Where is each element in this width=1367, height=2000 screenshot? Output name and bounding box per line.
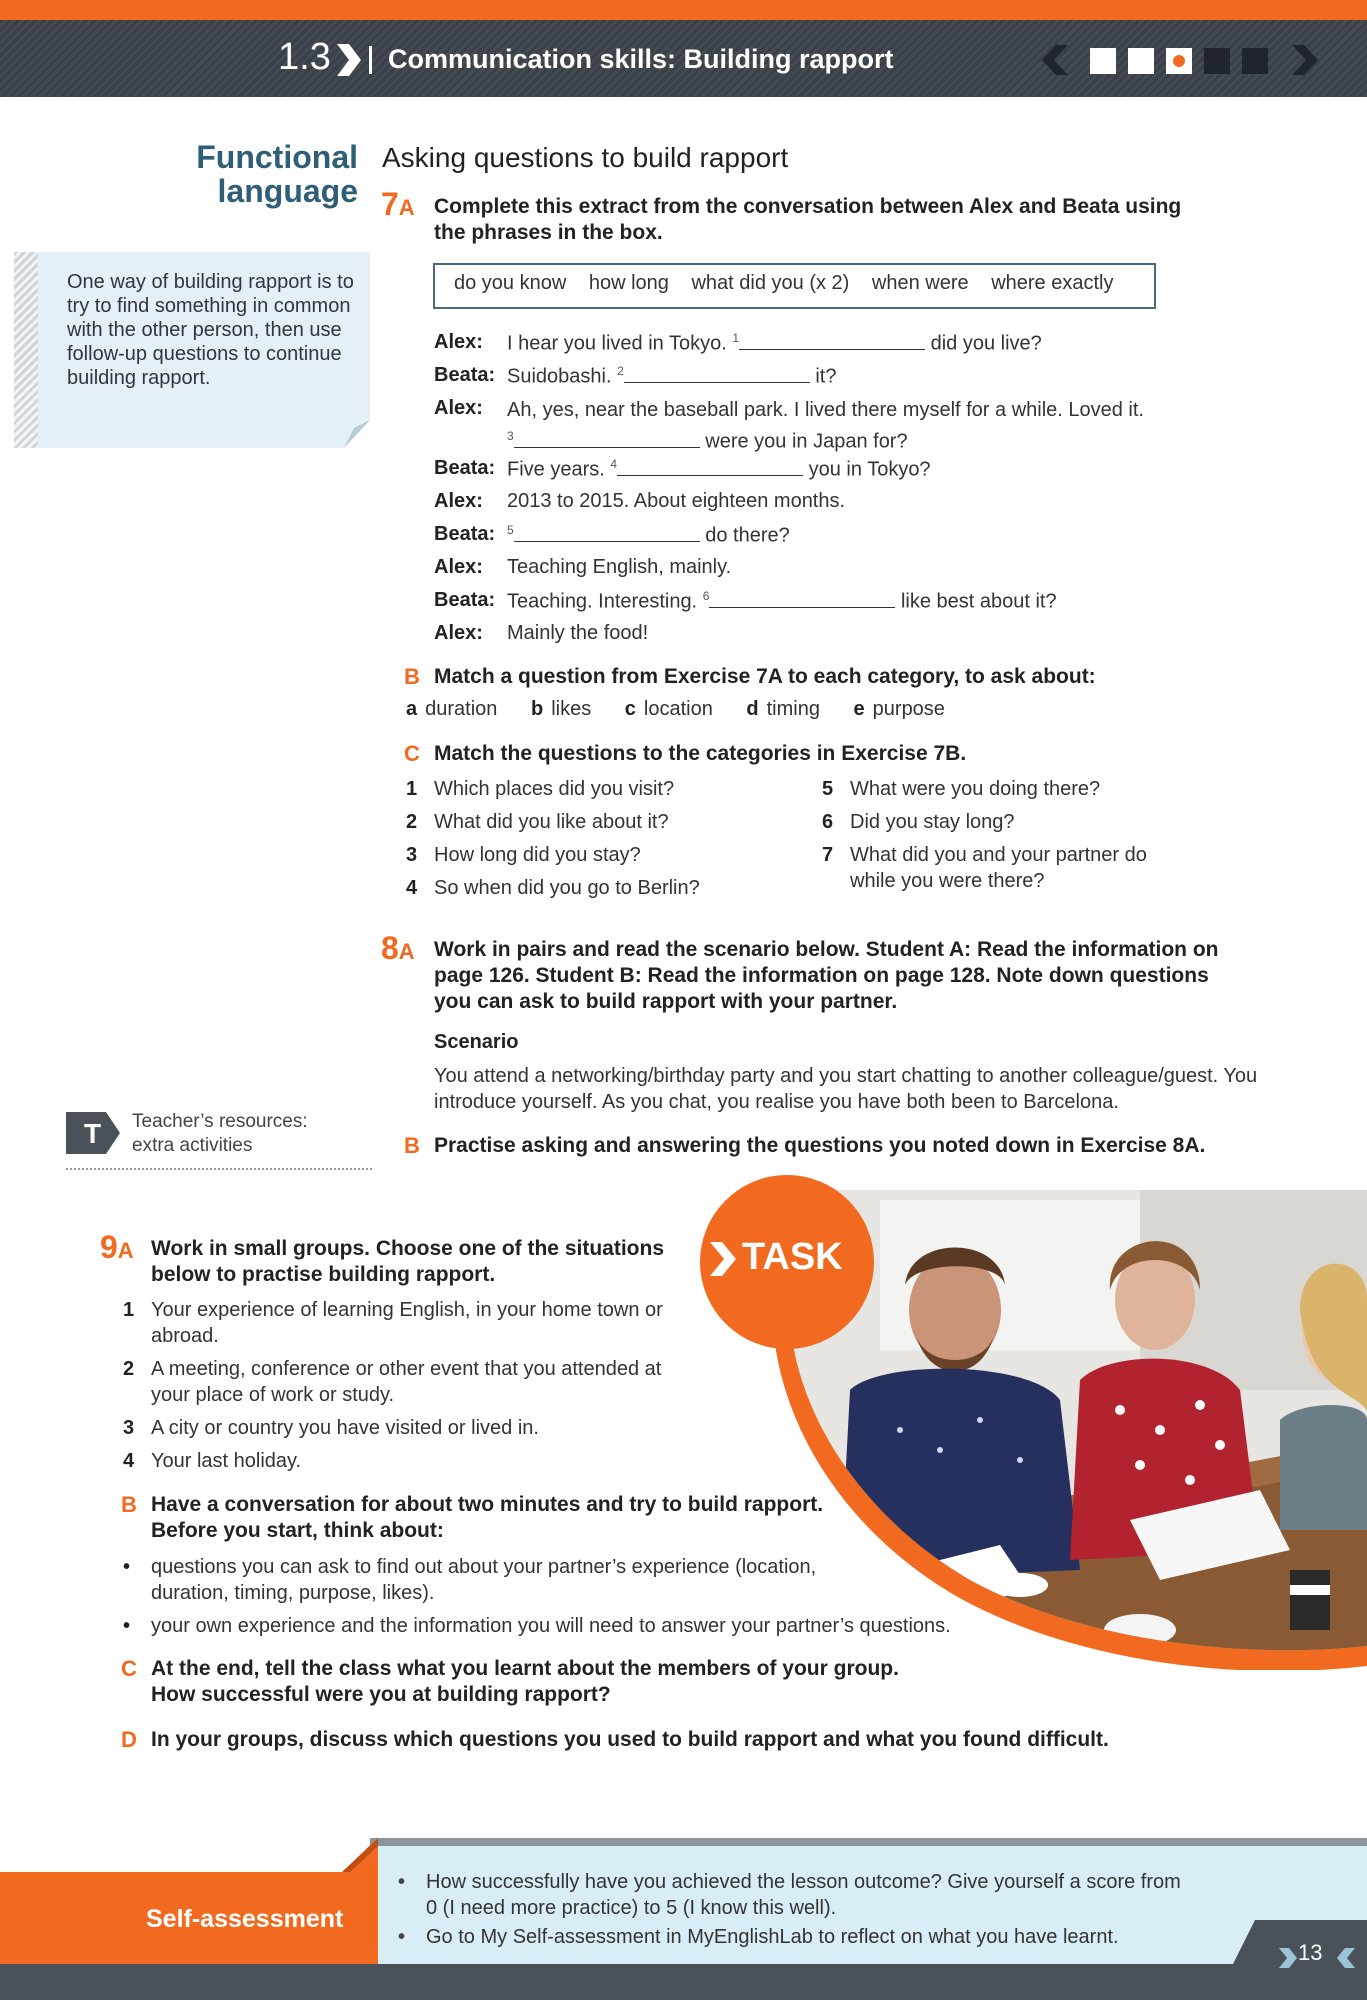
ex7b-options: [406, 698, 945, 721]
ex7c-instruction: Match the questions to the categories in Exercise 7B.: [434, 742, 967, 765]
speaker-label: Alex:: [434, 490, 483, 512]
list-item: 1 Which places did you visit?: [406, 778, 675, 800]
gap-number: 1: [732, 331, 740, 345]
footer-bar: [0, 1964, 1367, 2000]
nav-square-2[interactable]: [1128, 48, 1154, 74]
self-assessment-top-border: [370, 1838, 1367, 1846]
dialogue-line-9: Mainly the food!: [507, 622, 649, 644]
gap-blank-6[interactable]: [709, 590, 895, 608]
ex8a-letter: A: [398, 939, 415, 964]
dialogue-text: you in Tokyo?: [808, 458, 931, 481]
page-curl-icon: [344, 420, 370, 448]
dialogue-text: were you in Japan for?: [705, 430, 908, 453]
dialogue-line-1: [507, 331, 1042, 356]
list-item: 7 What did you and your partner do while you were there?: [822, 844, 1147, 892]
nav-square-1[interactable]: [1090, 48, 1116, 74]
ex9b-instruction: Have a conversation for about two minutes and try to build rapport. Before you start, think about:: [151, 1493, 824, 1542]
phrase-item: how long: [588, 272, 669, 294]
self-assessment-item: • How successfully have you achieved the lesson outcome? Give yourself a score from 0 (I need more practice) to 5 (I know this well).: [398, 1871, 1181, 1919]
gap-number: 3: [507, 429, 514, 443]
nav-square-current[interactable]: [1166, 48, 1192, 74]
exercise-9-number: [100, 1229, 134, 1266]
speaker-label: Alex:: [434, 331, 483, 353]
list-item: 2 A meeting, conference or other event that you attended at your place of work or study.: [123, 1358, 662, 1406]
speaker-label: Alex:: [434, 622, 483, 644]
ex8-number: 8: [381, 930, 399, 966]
page-number-tab: [1215, 1920, 1367, 2000]
dialogue-text: do there?: [705, 524, 790, 547]
dialogue-text: Ah, yes, near the baseball park. I lived there myself for a while. Loved it.: [507, 399, 1144, 421]
exercise-8-number: [381, 930, 415, 967]
option-value: location: [643, 698, 713, 720]
option-key: e: [853, 698, 865, 720]
ex8b-instruction: Practise asking and answering the questions you noted down in Exercise 8A.: [434, 1134, 1206, 1157]
dialogue-line-6: [507, 523, 790, 548]
svg-text:T: T: [84, 1118, 102, 1149]
ex9d-instruction: In your groups, discuss which questions you used to build rapport and what you found difficult.: [151, 1728, 1109, 1751]
ex8b-letter: B: [404, 1133, 420, 1158]
ex7a-instruction: Complete this extract from the conversation between Alex and Beata using the phrases in the box.: [434, 195, 1182, 244]
chevron-right-icon: [335, 40, 377, 80]
option-value: likes: [551, 698, 592, 720]
ex9c-instruction: At the end, tell the class what you learnt about the members of your group. How successful were you at building rapport?: [151, 1657, 899, 1706]
exercise-7-number: [381, 186, 415, 223]
list-item: 3 A city or country you have visited or lived in.: [123, 1417, 539, 1439]
dialogue-text: Five years.: [507, 458, 605, 481]
list-item: 4 So when did you go to Berlin?: [406, 877, 700, 899]
ex9-number: 9: [100, 1229, 118, 1265]
chevron-left-icon[interactable]: [1040, 43, 1070, 77]
speaker-label: Beata:: [434, 364, 496, 386]
option-value: purpose: [872, 698, 945, 720]
nav-square-4[interactable]: [1204, 48, 1230, 74]
list-item: 6 Did you stay long?: [822, 811, 1015, 833]
ex9d-letter: D: [121, 1727, 137, 1752]
nav-square-5[interactable]: [1242, 48, 1268, 74]
teacher-resources-icon[interactable]: [66, 1112, 120, 1154]
dialogue-text: like best about it?: [900, 590, 1057, 613]
gap-number: 2: [617, 364, 624, 378]
scenario-label: Scenario: [434, 1031, 519, 1053]
section-heading: Asking questions to build rapport: [382, 142, 789, 173]
gap-blank-5[interactable]: [514, 524, 700, 542]
dialogue-text: it?: [815, 365, 837, 388]
unit-title: Communication skills: Building rapport: [388, 44, 894, 74]
page-number: 13: [1298, 1940, 1323, 1965]
speaker-label: Beata:: [434, 589, 496, 611]
gap-blank-1[interactable]: [739, 332, 925, 350]
list-item: 4 Your last holiday.: [123, 1450, 302, 1472]
list-item: 1 Your experience of learning English, in your home town or abroad.: [123, 1299, 663, 1347]
ex7-number: 7: [381, 186, 399, 222]
phrase-item: when were: [871, 272, 969, 294]
functional-language-line-1: Functional: [196, 139, 358, 175]
bullet-item: • questions you can ask to find out about your partner’s experience (location, duration, timing, purpose, likes).: [123, 1556, 817, 1604]
dialogue-line-7: Teaching English, mainly.: [507, 556, 732, 578]
task-label: TASK: [742, 1236, 843, 1278]
unit-number: 1.3: [278, 36, 331, 78]
speaker-label: Alex:: [434, 397, 483, 419]
header-accent-bar: [0, 0, 1367, 20]
dotted-divider: [66, 1168, 372, 1170]
dialogue-text: Teaching. Interesting.: [507, 590, 698, 613]
gap-blank-4[interactable]: [617, 458, 803, 476]
functional-language-line-2: language: [217, 173, 358, 209]
gap-number: 4: [610, 457, 618, 471]
teacher-resources-link[interactable]: [132, 1110, 308, 1158]
dialogue-line-8: [507, 589, 1057, 614]
dialogue-line-4: [507, 457, 931, 482]
ex8a-instruction: Work in pairs and read the scenario below. Student A: Read the information on page 126. Student B: Read the information on page 128. Note down questions you can ask to build rapport with your partner.: [434, 938, 1219, 1013]
dialogue-text: did you live?: [930, 332, 1042, 355]
gap-blank-3[interactable]: [514, 430, 700, 448]
dialogue-line-3: [507, 397, 1187, 455]
bullet-item: • your own experience and the information you will need to answer your partner’s questions.: [123, 1615, 951, 1637]
scenario-text: You attend a networking/birthday party and you start chatting to another colleague/guest. You introduce yourself. As you chat, you realise you have both been to Barcelona.: [434, 1065, 1258, 1113]
phrase-item: do you know: [454, 272, 567, 294]
task-chevron-icon: [708, 1240, 738, 1278]
option-key: d: [746, 698, 759, 720]
phrase-item: what did you (x 2): [691, 272, 850, 294]
speaker-label: Alex:: [434, 556, 483, 578]
current-dot-icon: [1173, 55, 1185, 67]
ex7b-letter: B: [404, 664, 420, 689]
ex7c-letter: C: [404, 741, 420, 766]
list-item: 5 What were you doing there?: [822, 778, 1101, 800]
option-key: c: [624, 698, 636, 720]
gap-number: 5: [507, 523, 514, 537]
chevron-right-nav-icon[interactable]: [1290, 43, 1320, 77]
speaker-label: Beata:: [434, 523, 496, 545]
ex7b-instruction: Match a question from Exercise 7A to each category, to ask about:: [434, 665, 1096, 688]
dialogue-line-2: [507, 364, 836, 389]
option-value: timing: [766, 698, 820, 720]
option-key: a: [406, 698, 418, 720]
list-item: 3 How long did you stay?: [406, 844, 641, 866]
gap-number: 6: [702, 589, 710, 603]
ex9a-letter: A: [117, 1238, 134, 1263]
phrase-list: [454, 272, 1130, 295]
tip-hatch-decoration: [14, 252, 38, 448]
phrase-item: where exactly: [991, 272, 1114, 294]
teacher-resources-line-2: extra activities: [132, 1135, 253, 1156]
ex9a-instruction: Work in small groups. Choose one of the situations below to practise building rapport.: [151, 1237, 664, 1286]
dialogue-text: I hear you lived in Tokyo.: [507, 332, 727, 355]
ex9c-letter: C: [121, 1656, 137, 1681]
dialogue-text: Suidobashi.: [507, 365, 612, 388]
option-key: b: [530, 698, 544, 720]
functional-language-title: [150, 140, 358, 208]
option-value: duration: [425, 698, 498, 720]
tip-text: One way of building rapport is to try to find something in common with the other person, then use follow-up questions to continue building rapport.: [67, 271, 354, 389]
self-assessment-item: • Go to My Self-assessment in MyEnglishLab to reflect on what you have learnt.: [398, 1926, 1119, 1948]
self-assessment-tab-decoration: [300, 1838, 378, 1874]
teacher-resources-line-1: Teacher’s resources:: [132, 1111, 308, 1132]
dialogue-line-5: 2013 to 2015. About eighteen months.: [507, 490, 846, 512]
ex7a-letter: A: [398, 195, 415, 220]
ex9b-letter: B: [121, 1492, 137, 1517]
speaker-label: Beata:: [434, 457, 496, 479]
gap-blank-2[interactable]: [624, 365, 810, 383]
list-item: 2 What did you like about it?: [406, 811, 669, 833]
self-assessment-title: Self-assessment: [146, 1905, 344, 1933]
